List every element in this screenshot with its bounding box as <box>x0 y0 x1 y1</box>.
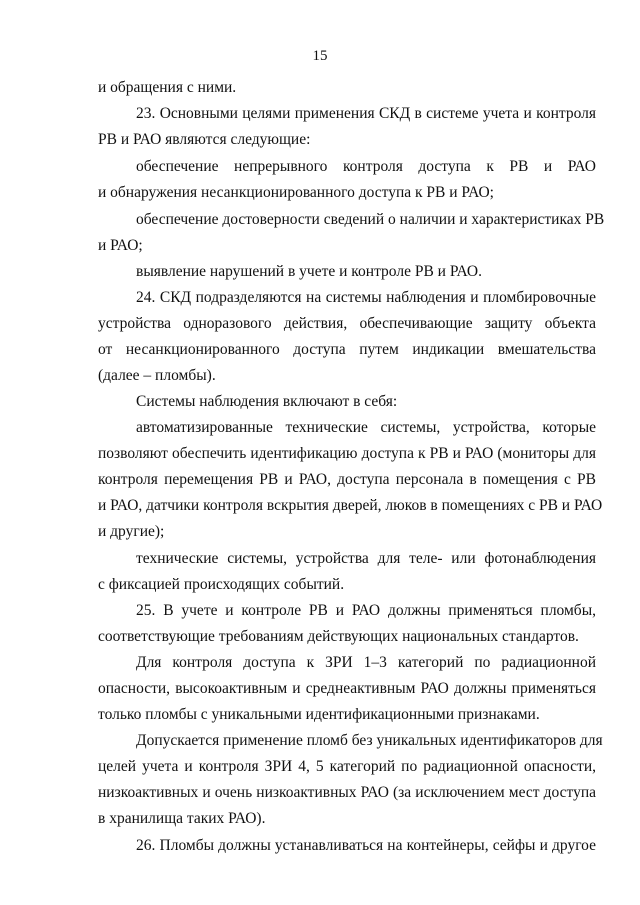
text-line: технические системы, устройства для теле- или фотонаблюдения <box>136 550 596 567</box>
text-line: и обнаружения несанкционированного доступа к РВ и РАО; <box>98 184 494 201</box>
text-line: 24. СКД подразделяются на системы наблюдения и пломбировочные <box>136 289 596 306</box>
text-line: контроля перемещения РВ и РАО, доступа персонала в помещения с РВ <box>98 471 596 488</box>
text-line: Для контроля доступа к ЗРИ 1–3 категорий по радиационной <box>136 654 596 671</box>
text-line: целей учета и контроля ЗРИ 4, 5 категорий по радиационной опасности, <box>98 758 596 775</box>
text-line: выявление нарушений в учете и контроле РВ и РАО. <box>136 263 482 280</box>
text-line: обеспечение непрерывного контроля доступа к РВ и РАО <box>136 158 596 175</box>
text-line: устройства одноразового действия, обеспечивающие защиту объекта <box>98 315 596 332</box>
text-line: только пломбы с уникальными идентификационными признаками. <box>98 706 540 723</box>
text-line: с фиксацией происходящих событий. <box>98 576 345 593</box>
text-line: (далее – пломбы). <box>98 367 216 384</box>
text-line: РВ и РАО являются следующие: <box>98 131 311 148</box>
text-line: 23. Основными целями применения СКД в системе учета и контроля <box>136 105 596 122</box>
text-line: Допускается применение пломб без уникальных идентификаторов для <box>136 732 603 749</box>
text-line: и обращения с ними. <box>98 79 237 96</box>
text-line: автоматизированные технические системы, устройства, которые <box>136 419 596 436</box>
text-line: низкоактивных и очень низкоактивных РАО (за исключением мест доступа <box>98 784 596 801</box>
text-line: и другие); <box>98 523 165 540</box>
text-line: позволяют обеспечить идентификацию доступа к РВ и РАО (мониторы для <box>98 445 596 462</box>
text-line: соответствующие требованиям действующих национальных стандартов. <box>98 628 579 645</box>
text-line: 25. В учете и контроле РВ и РАО должны применяться пломбы, <box>136 602 596 619</box>
text-line: обеспечение достоверности сведений о наличии и характеристиках РВ <box>136 211 605 228</box>
text-line: в хранилища таких РАО). <box>98 810 266 827</box>
page-number: 15 <box>312 48 328 64</box>
text-line: Системы наблюдения включают в себя: <box>136 393 398 410</box>
text-line: и РАО; <box>98 237 143 254</box>
text-line: от несанкционированного доступа путем индикации вмешательства <box>98 341 596 358</box>
text-line: 26. Пломбы должны устанавливаться на контейнеры, сейфы и другое <box>136 837 596 854</box>
text-line: опасности, высокоактивным и среднеактивным РАО должны применяться <box>98 680 596 697</box>
text-line: и РАО, датчики контроля вскрытия дверей, люков в помещениях с РВ и РАО <box>98 497 603 514</box>
